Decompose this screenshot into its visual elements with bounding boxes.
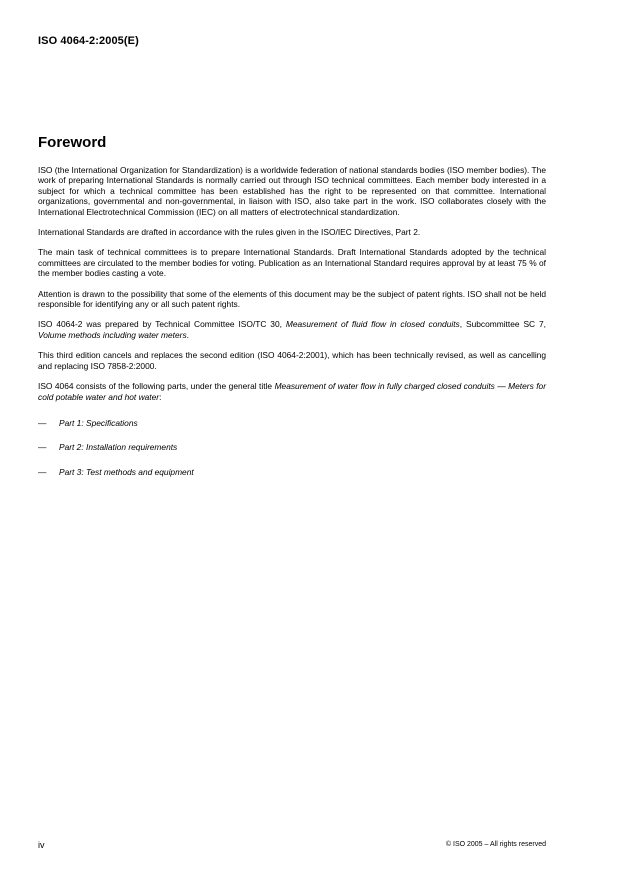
- list-dash: —: [38, 466, 47, 477]
- page-number: iv: [38, 840, 45, 850]
- part-label: Part 1: Specifications: [59, 417, 138, 428]
- general-title: Measurement of water flow in fully charged closed conduits — Meters for cold potable water and hot water: [38, 381, 546, 402]
- parts-intro-end: :: [159, 391, 162, 402]
- list-dash: —: [38, 442, 47, 453]
- paragraph-iso-intro: ISO (the International Organization for Standardization) is a worldwide federation of national standards bodies (ISO member bodies). The work of preparing International Standards is normally carried out through ISO technical committees. Each member body interested in a subject for which a technical committee has been established has the right to be represented on that committee. International organizations, governmental and non-governmental, in liaison with ISO, also take part in the work. ISO collaborates closely with the International Electrotechnical Commission (IEC) on all matters of electrotechnical standardization.: [38, 165, 546, 217]
- paragraph-parts-intro: [38, 381, 546, 402]
- list-item: [38, 467, 546, 477]
- paragraph-edition: This third edition cancels and replaces the second edition (ISO 4064-2:2001), which has been technically revised, as well as cancelling and replacing ISO 7858-2:2000.: [38, 350, 546, 371]
- paragraph-patent-rights: Attention is drawn to the possibility that some of the elements of this document may be the subject of patent rights. ISO shall not be held responsible for identifying any or all such patent rights.: [38, 288, 546, 310]
- foreword-section: [38, 134, 546, 491]
- committee-title: Measurement of fluid flow in closed conduits: [285, 319, 460, 330]
- subcommittee-title: Volume methods including water meters: [38, 329, 187, 340]
- list-item: [38, 442, 546, 452]
- paragraph-technical-committees: The main task of technical committees is to prepare International Standards. Draft International Standards adopted by the technical committees are circulated to the member bodies for voting. Publication as an International Standard requires approval by at least 75 % of the member bodies casting a vote.: [38, 247, 546, 279]
- copyright-notice: © ISO 2005 – All rights reserved: [445, 841, 546, 848]
- foreword-title: Foreword: [38, 134, 107, 151]
- parts-list: [38, 418, 546, 477]
- paragraph-prepared-by: [38, 319, 546, 340]
- list-item: [38, 418, 546, 428]
- parts-intro-text: ISO 4064 consists of the following parts, under the general title: [38, 381, 275, 392]
- list-dash: —: [38, 417, 47, 428]
- part-label: Part 3: Test methods and equipment: [59, 466, 194, 477]
- paragraph-drafting-rules: International Standards are drafted in accordance with the rules given in the ISO/IEC Directives, Part 2.: [38, 227, 421, 238]
- part-label: Part 2: Installation requirements: [59, 442, 178, 453]
- prepared-by-text: ISO 4064-2 was prepared by Technical Committee ISO/TC 30,: [38, 319, 286, 330]
- document-id-header: ISO 4064-2:2005(E): [38, 35, 139, 47]
- subcommittee-text: , Subcommittee SC 7,: [459, 319, 546, 330]
- prepared-by-end: .: [186, 329, 189, 340]
